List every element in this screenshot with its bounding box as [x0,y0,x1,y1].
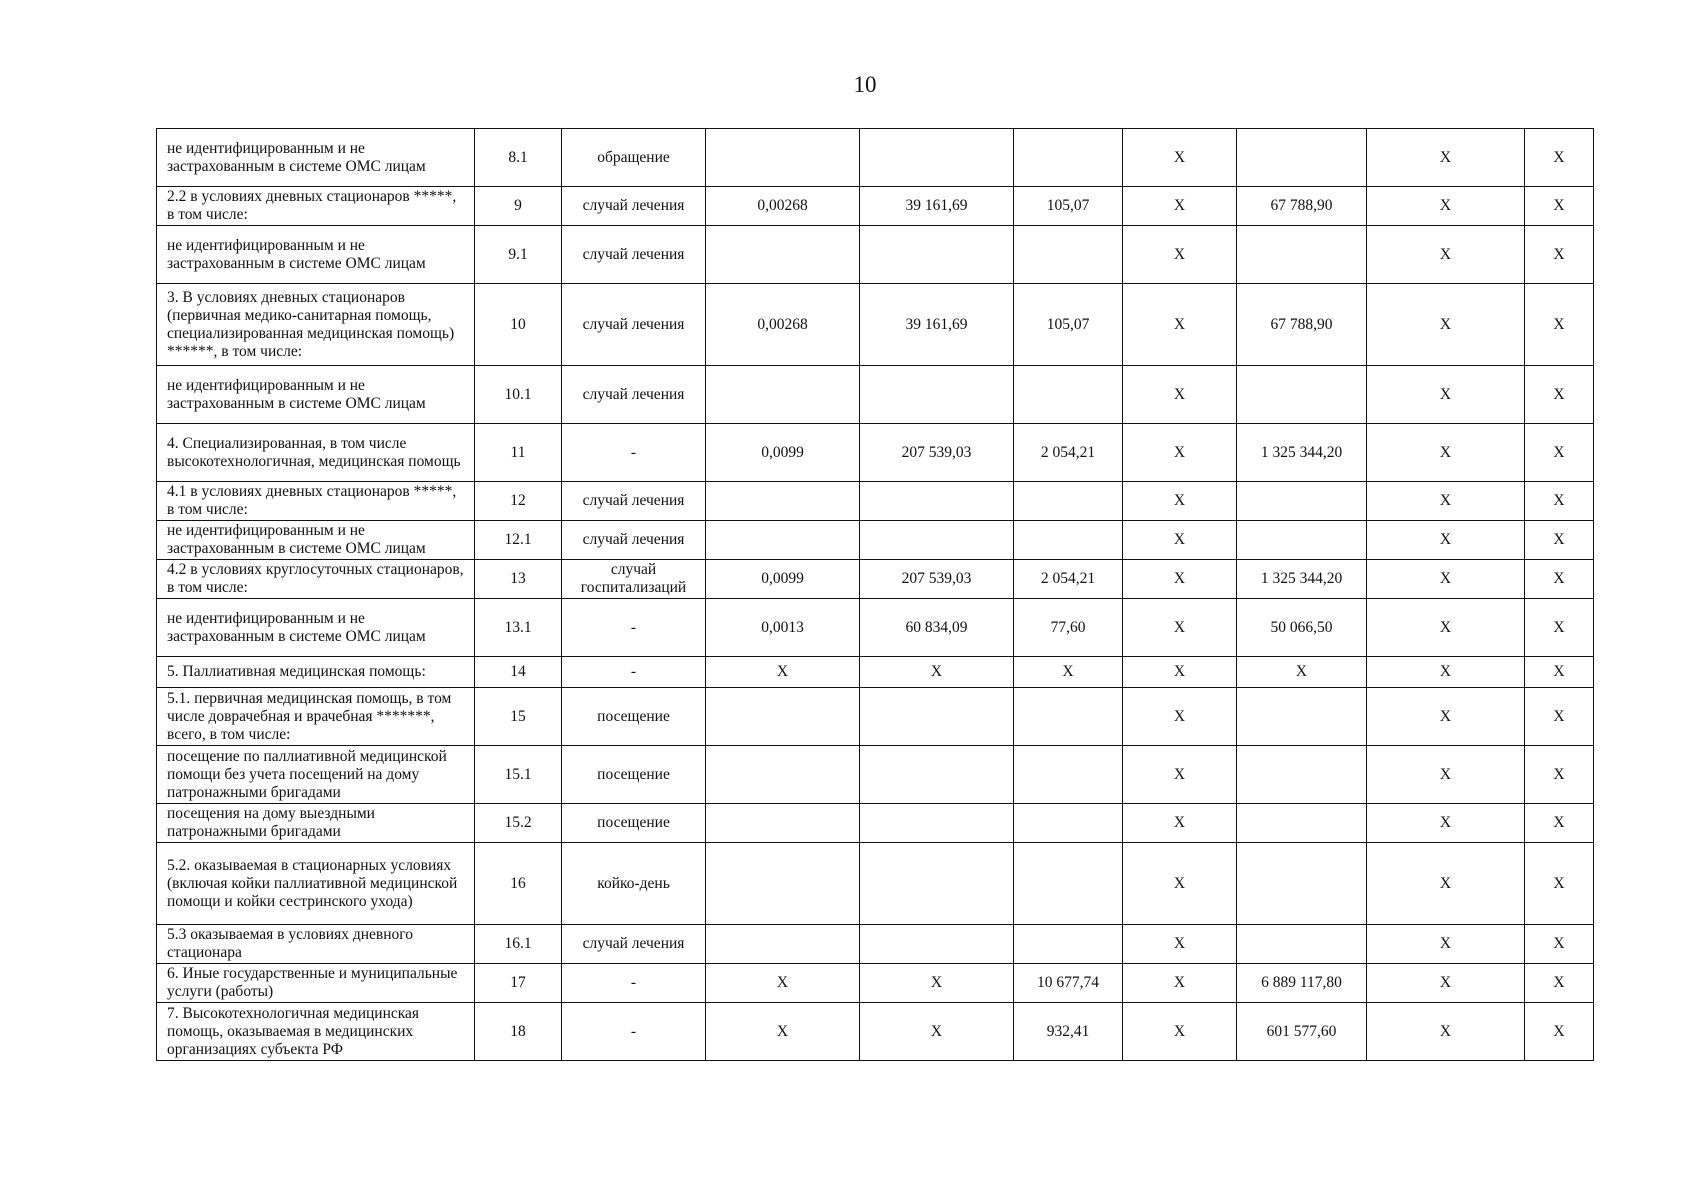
value-cell-9: X [1367,129,1525,187]
row-name-cell: 3. В условиях дневных стационаров (первичная медико-санитарная помощь, специализированная медицинская помощь) ******, в том числе: [157,284,475,366]
value-cell-8: 1 325 344,20 [1237,424,1367,482]
value-cell-6 [1014,129,1123,187]
value-cell-8 [1237,482,1367,521]
value-cell-10: X [1525,843,1594,925]
value-cell-4 [706,521,860,560]
value-cell-5: 39 161,69 [860,284,1014,366]
unit-cell: случай лечения [562,226,706,284]
table-row [157,746,1594,804]
unit-cell: посещение [562,804,706,843]
value-cell-10: X [1525,129,1594,187]
row-number-cell: 12 [475,482,562,521]
value-cell-4: 0,0099 [706,560,860,599]
unit-cell: обращение [562,129,706,187]
value-cell-6 [1014,843,1123,925]
value-cell-7: X [1123,804,1237,843]
value-cell-9: X [1367,1003,1525,1061]
value-cell-8 [1237,746,1367,804]
table-row [157,366,1594,424]
value-cell-9: X [1367,284,1525,366]
table-row [157,187,1594,226]
value-cell-8 [1237,226,1367,284]
value-cell-9: X [1367,964,1525,1003]
value-cell-7: X [1123,746,1237,804]
value-cell-4 [706,746,860,804]
value-cell-10: X [1525,599,1594,657]
value-cell-5: X [860,657,1014,688]
row-name-cell: не идентифицированным и не застрахованным в системе ОМС лицам [157,521,475,560]
value-cell-5 [860,129,1014,187]
unit-cell: койко-день [562,843,706,925]
row-number-cell: 14 [475,657,562,688]
row-number-cell: 15 [475,688,562,746]
table-row [157,843,1594,925]
row-name-cell: не идентифицированным и не застрахованным в системе ОМС лицам [157,366,475,424]
value-cell-10: X [1525,482,1594,521]
row-name-cell: 4.2 в условиях круглосуточных стационаров, в том числе: [157,560,475,599]
row-name-cell: не идентифицированным и не застрахованным в системе ОМС лицам [157,226,475,284]
row-name-cell: 4.1 в условиях дневных стационаров *****, в том числе: [157,482,475,521]
value-cell-5 [860,482,1014,521]
row-name-cell: 4. Специализированная, в том числе высокотехнологичная, медицинская помощь [157,424,475,482]
value-cell-7: X [1123,226,1237,284]
value-cell-4 [706,366,860,424]
value-cell-5 [860,746,1014,804]
value-cell-5 [860,843,1014,925]
value-cell-5: 39 161,69 [860,187,1014,226]
value-cell-5 [860,688,1014,746]
row-name-cell: не идентифицированным и не застрахованным в системе ОМС лицам [157,599,475,657]
value-cell-4: X [706,964,860,1003]
value-cell-9: X [1367,187,1525,226]
row-name-cell: 7. Высокотехнологичная медицинская помощь, оказываемая в медицинских организациях субъекта РФ [157,1003,475,1061]
table-row [157,688,1594,746]
unit-cell: случай лечения [562,366,706,424]
value-cell-9: X [1367,226,1525,284]
value-cell-4 [706,804,860,843]
value-cell-4 [706,129,860,187]
value-cell-6: 932,41 [1014,1003,1123,1061]
table-row [157,521,1594,560]
table-row [157,424,1594,482]
row-name-cell: посещение по паллиативной медицинской помощи без учета посещений на дому патронажными бригадами [157,746,475,804]
table-row [157,226,1594,284]
row-name-cell: 5.2. оказываемая в стационарных условиях (включая койки паллиативной медицинской помощи и койки сестринского ухода) [157,843,475,925]
value-cell-7: X [1123,964,1237,1003]
value-cell-6: 2 054,21 [1014,424,1123,482]
unit-cell: случай лечения [562,521,706,560]
row-name-cell: 2.2 в условиях дневных стационаров *****, в том числе: [157,187,475,226]
row-name-cell: посещения на дому выездными патронажными бригадами [157,804,475,843]
unit-cell: посещение [562,688,706,746]
value-cell-6: 105,07 [1014,187,1123,226]
table-row [157,1003,1594,1061]
value-cell-6 [1014,746,1123,804]
value-cell-7: X [1123,688,1237,746]
row-number-cell: 16.1 [475,925,562,964]
row-number-cell: 18 [475,1003,562,1061]
value-cell-8 [1237,804,1367,843]
value-cell-4 [706,688,860,746]
value-cell-8: 67 788,90 [1237,284,1367,366]
table-row [157,925,1594,964]
value-cell-9: X [1367,482,1525,521]
unit-cell: - [562,1003,706,1061]
row-number-cell: 10 [475,284,562,366]
value-cell-7: X [1123,424,1237,482]
value-cell-7: X [1123,187,1237,226]
value-cell-4: 0,00268 [706,187,860,226]
value-cell-10: X [1525,657,1594,688]
value-cell-10: X [1525,366,1594,424]
row-number-cell: 12.1 [475,521,562,560]
value-cell-10: X [1525,521,1594,560]
value-cell-10: X [1525,284,1594,366]
table-row [157,284,1594,366]
unit-cell: - [562,657,706,688]
value-cell-9: X [1367,925,1525,964]
value-cell-5 [860,521,1014,560]
value-cell-9: X [1367,599,1525,657]
row-name-cell: 6. Иные государственные и муниципальные услуги (работы) [157,964,475,1003]
value-cell-10: X [1525,746,1594,804]
value-cell-8: 601 577,60 [1237,1003,1367,1061]
value-cell-6: X [1014,657,1123,688]
table-row [157,560,1594,599]
value-cell-6 [1014,688,1123,746]
value-cell-6 [1014,226,1123,284]
value-cell-7: X [1123,129,1237,187]
value-cell-7: X [1123,482,1237,521]
row-name-cell: 5.1. первичная медицинская помощь, в том числе доврачебная и врачебная *******, всего, в том числе: [157,688,475,746]
value-cell-5 [860,366,1014,424]
value-cell-6: 105,07 [1014,284,1123,366]
value-cell-5: 60 834,09 [860,599,1014,657]
value-cell-5 [860,804,1014,843]
table-row [157,964,1594,1003]
table-row [157,482,1594,521]
row-number-cell: 13.1 [475,599,562,657]
value-cell-10: X [1525,187,1594,226]
row-number-cell: 9.1 [475,226,562,284]
value-cell-10: X [1525,688,1594,746]
value-cell-9: X [1367,804,1525,843]
table-row [157,129,1594,187]
value-cell-7: X [1123,1003,1237,1061]
value-cell-9: X [1367,843,1525,925]
value-cell-5: X [860,1003,1014,1061]
value-cell-6 [1014,925,1123,964]
unit-cell: - [562,964,706,1003]
value-cell-4 [706,226,860,284]
value-cell-4: 0,0099 [706,424,860,482]
value-cell-10: X [1525,424,1594,482]
row-number-cell: 16 [475,843,562,925]
row-number-cell: 11 [475,424,562,482]
unit-cell: случай лечения [562,925,706,964]
value-cell-7: X [1123,599,1237,657]
value-cell-10: X [1525,925,1594,964]
value-cell-5: 207 539,03 [860,560,1014,599]
page-number: 10 [853,72,877,97]
value-cell-6: 10 677,74 [1014,964,1123,1003]
unit-cell: случай лечения [562,284,706,366]
value-cell-8 [1237,688,1367,746]
value-cell-10: X [1525,804,1594,843]
value-cell-9: X [1367,688,1525,746]
row-name-cell: 5.3 оказываемая в условиях дневного стационара [157,925,475,964]
value-cell-6: 2 054,21 [1014,560,1123,599]
row-number-cell: 15.2 [475,804,562,843]
value-cell-8: X [1237,657,1367,688]
value-cell-8: 1 325 344,20 [1237,560,1367,599]
table-row [157,599,1594,657]
value-cell-6 [1014,804,1123,843]
value-cell-5: 207 539,03 [860,424,1014,482]
value-cell-8 [1237,366,1367,424]
unit-cell: - [562,424,706,482]
value-cell-7: X [1123,843,1237,925]
value-cell-9: X [1367,560,1525,599]
value-cell-8 [1237,843,1367,925]
value-cell-9: X [1367,521,1525,560]
row-name-cell: не идентифицированным и не застрахованным в системе ОМС лицам [157,129,475,187]
row-number-cell: 15.1 [475,746,562,804]
value-cell-8 [1237,521,1367,560]
value-cell-6 [1014,482,1123,521]
value-cell-4: 0,0013 [706,599,860,657]
value-cell-5: X [860,964,1014,1003]
value-cell-8 [1237,925,1367,964]
row-number-cell: 17 [475,964,562,1003]
value-cell-8: 50 066,50 [1237,599,1367,657]
row-number-cell: 10.1 [475,366,562,424]
value-cell-10: X [1525,1003,1594,1061]
table-row [157,657,1594,688]
row-number-cell: 9 [475,187,562,226]
value-cell-7: X [1123,657,1237,688]
row-number-cell: 13 [475,560,562,599]
value-cell-10: X [1525,964,1594,1003]
unit-cell: случай лечения [562,187,706,226]
row-name-cell: 5. Паллиативная медицинская помощь: [157,657,475,688]
data-table [156,128,1594,1061]
value-cell-7: X [1123,925,1237,964]
value-cell-7: X [1123,284,1237,366]
value-cell-9: X [1367,746,1525,804]
value-cell-4 [706,843,860,925]
value-cell-10: X [1525,226,1594,284]
value-cell-6: 77,60 [1014,599,1123,657]
value-cell-7: X [1123,560,1237,599]
value-cell-9: X [1367,366,1525,424]
unit-cell: случай лечения [562,482,706,521]
value-cell-8: 6 889 117,80 [1237,964,1367,1003]
table-body [157,129,1594,1061]
value-cell-6 [1014,366,1123,424]
value-cell-4: X [706,1003,860,1061]
value-cell-4: 0,00268 [706,284,860,366]
value-cell-10: X [1525,560,1594,599]
value-cell-4 [706,482,860,521]
value-cell-7: X [1123,521,1237,560]
value-cell-5 [860,925,1014,964]
value-cell-4: X [706,657,860,688]
unit-cell: случай госпитализаций [562,560,706,599]
value-cell-4 [706,925,860,964]
value-cell-7: X [1123,366,1237,424]
row-number-cell: 8.1 [475,129,562,187]
unit-cell: посещение [562,746,706,804]
unit-cell: - [562,599,706,657]
value-cell-9: X [1367,424,1525,482]
value-cell-8 [1237,129,1367,187]
table-row [157,804,1594,843]
value-cell-5 [860,226,1014,284]
value-cell-8: 67 788,90 [1237,187,1367,226]
value-cell-6 [1014,521,1123,560]
value-cell-9: X [1367,657,1525,688]
